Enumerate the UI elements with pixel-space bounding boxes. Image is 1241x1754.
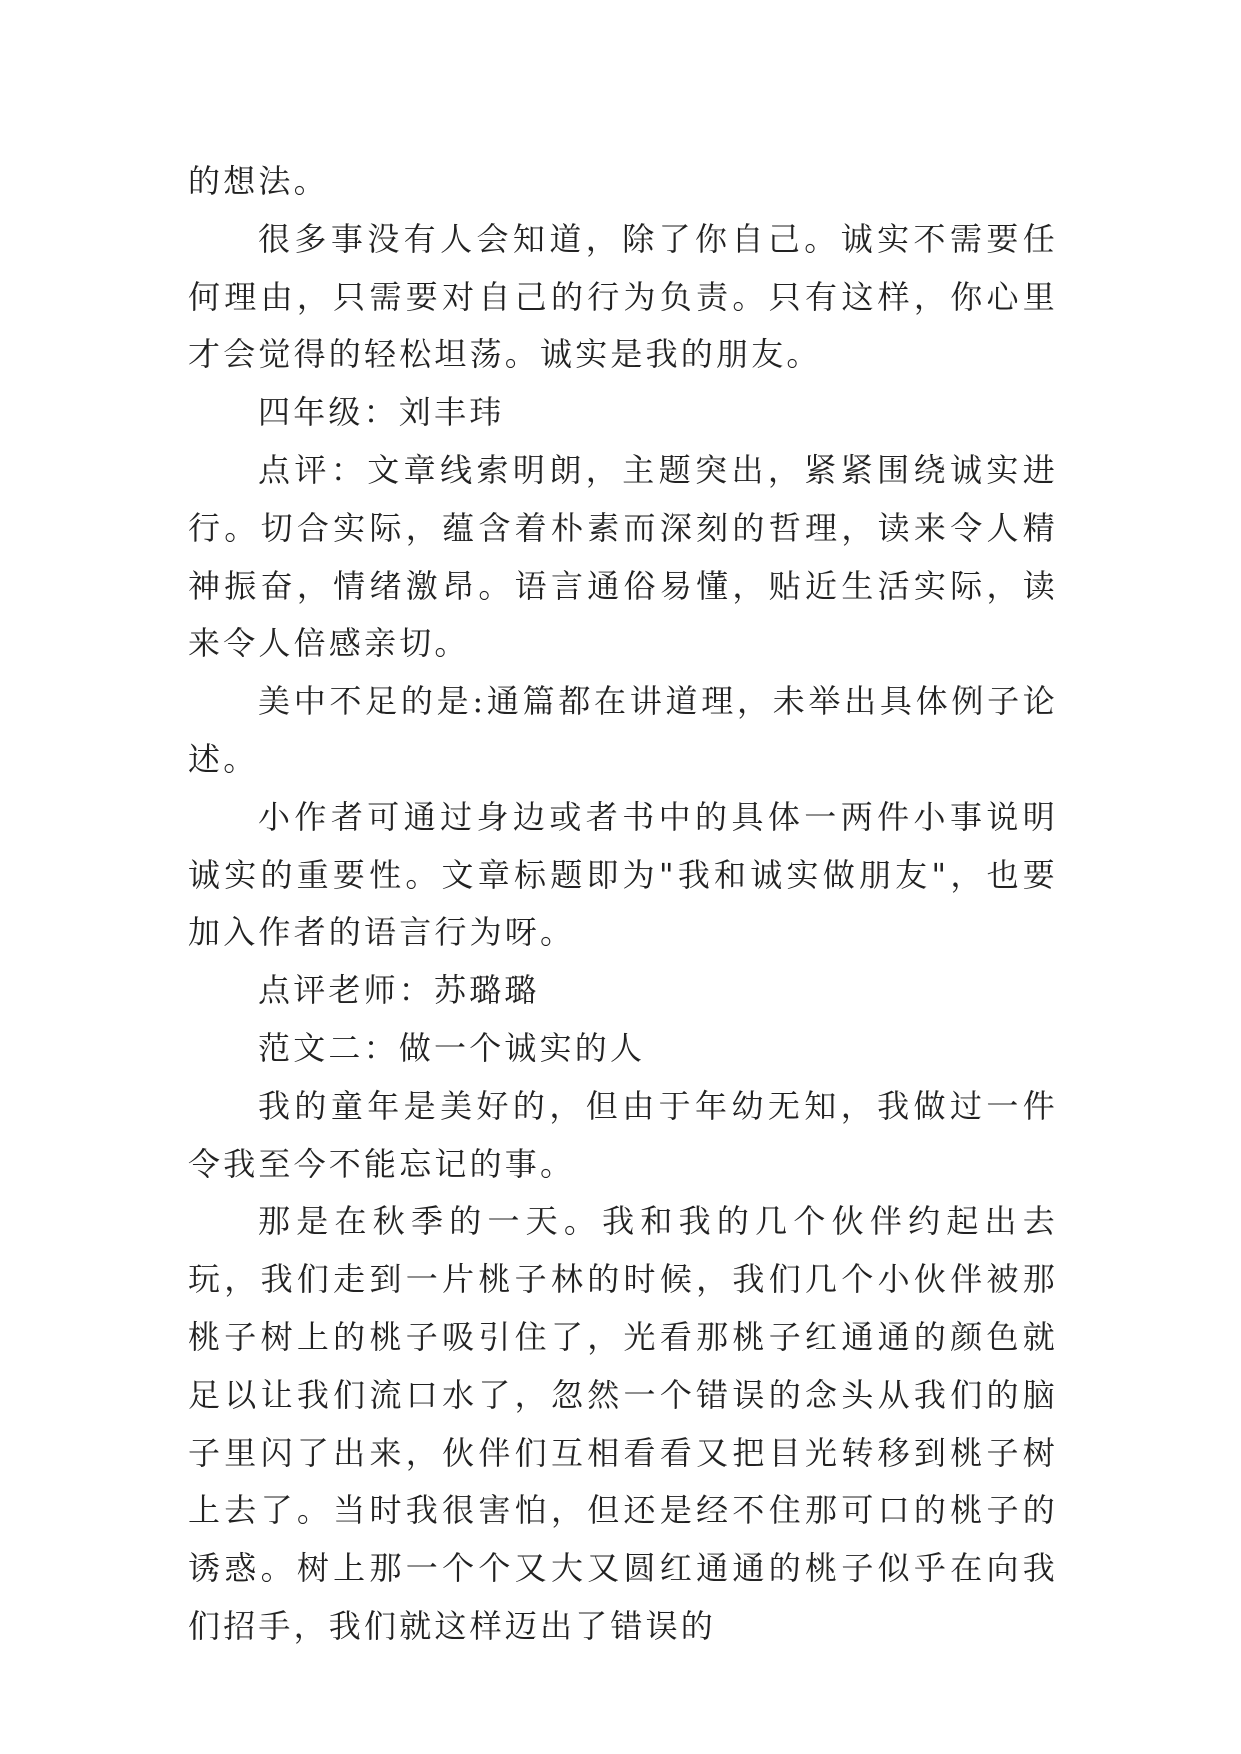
document-body xyxy=(188,153,1058,1656)
paragraph-review: 点评：文章线索明朗，主题突出，紧紧围绕诚实进行。切合实际，蕴含着朴素而深刻的哲理，读来令人精神振奋，情绪激昂。语言通俗易懂，贴近生活实际，读来令人倍感亲切。 xyxy=(188,450,1058,663)
paragraph-shortcoming: 美中不足的是:通篇都在讲道理，未举出具体例子论述。 xyxy=(188,682,1058,778)
paragraph-peach-story: 那是在秋季的一天。我和我的几个伙伴约起出去玩，我们走到一片桃子林的时候，我们几个小伙伴被那桃子树上的桃子吸引住了，光看那桃子红通通的颜色就足以让我们流口水了，忽然一个错误的念头从我们的脑子里闪了出来，伙伴们互相看看又把目光转移到桃子树上去了。当时我很害怕，但还是经不住那可口的桃子的诱惑。树上那一个个又大又圆红通通的桃子似乎在向我们招手，我们就这样迈出了错误的 xyxy=(188,1202,1058,1645)
paragraph-childhood: 我的童年是美好的，但由于年幼无知，我做过一件令我至今不能忘记的事。 xyxy=(188,1086,1058,1183)
paragraph-continuation: 的想法。 xyxy=(188,162,329,200)
paragraph-suggestion: 小作者可通过身边或者书中的具体一两件小事说明诚实的重要性。文章标题即为"我和诚实做朋友"，也要加入作者的语言行为呀。 xyxy=(188,797,1058,952)
author-line: 四年级：刘丰玮 xyxy=(258,393,505,432)
paragraph-honesty-reason: 很多事没有人会知道，除了你自己。诚实不需要任何理由，只需要对自己的行为负责。只有这样，你心里才会觉得的轻松坦荡。诚实是我的朋友。 xyxy=(188,219,1058,374)
essay-two-title: 范文二：做一个诚实的人 xyxy=(258,1028,646,1067)
reviewer-line: 点评老师：苏璐璐 xyxy=(258,971,540,1010)
